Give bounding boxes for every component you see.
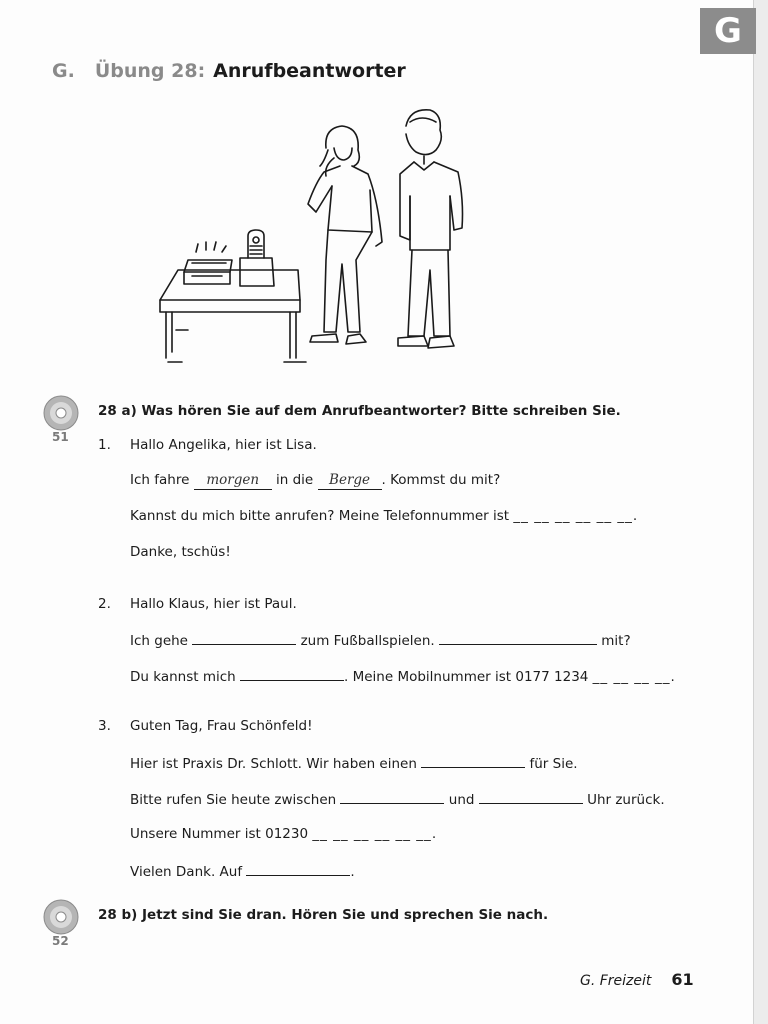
digit-blanks[interactable]: __ __ __ __ __ __ bbox=[513, 508, 633, 524]
item3-line3 bbox=[130, 789, 665, 809]
item-number: 3. bbox=[98, 718, 111, 734]
answer-blank[interactable] bbox=[479, 789, 583, 804]
text-fragment: Bitte rufen Sie heute zwischen bbox=[130, 792, 337, 808]
text-fragment: Unsere Nummer ist 01230 bbox=[130, 826, 309, 842]
chapter-tab: G bbox=[700, 8, 756, 54]
text-fragment: zum Fußballspielen. bbox=[300, 633, 435, 649]
item3-line2 bbox=[130, 753, 578, 773]
audio-cd-icon[interactable] bbox=[42, 898, 80, 936]
answer-blank[interactable] bbox=[246, 861, 350, 876]
text-fragment: Ich gehe bbox=[130, 633, 188, 649]
text-fragment: . bbox=[431, 826, 437, 842]
item2-line2 bbox=[130, 630, 631, 650]
audio-track-number: 52 bbox=[52, 934, 69, 948]
title-chapter: G. bbox=[52, 60, 75, 82]
title-name: Anrufbeantworter bbox=[213, 60, 406, 82]
text-fragment: . bbox=[350, 864, 355, 880]
title-exercise: Übung 28: bbox=[94, 60, 206, 82]
page-edge bbox=[753, 0, 768, 1024]
item1-line3 bbox=[130, 507, 637, 525]
telephone-drawing bbox=[240, 230, 274, 286]
part-b-heading: 28 b) Jetzt sind Sie dran. Hören Sie und sprechen Sie nach. bbox=[98, 907, 549, 923]
text-fragment: für Sie. bbox=[529, 756, 578, 772]
item2-line1: Hallo Klaus, hier ist Paul. bbox=[130, 596, 297, 612]
text-fragment: Kannst du mich bitte anrufen? Meine Telefonnummer ist bbox=[130, 508, 510, 524]
text-fragment: in die bbox=[276, 472, 314, 488]
answer-blank[interactable] bbox=[340, 789, 444, 804]
answer-blank[interactable] bbox=[421, 753, 525, 768]
item-number: 2. bbox=[98, 596, 111, 612]
item1-line1: Hallo Angelika, hier ist Lisa. bbox=[130, 437, 317, 453]
item3-line1: Guten Tag, Frau Schönfeld! bbox=[130, 718, 313, 734]
table-drawing bbox=[160, 270, 306, 362]
answer-blank[interactable] bbox=[439, 630, 597, 645]
part-a-heading: 28 a) Was hören Sie auf dem Anrufbeantworter? Bitte schreiben Sie. bbox=[98, 403, 621, 419]
text-fragment: Hier ist Praxis Dr. Schlott. Wir haben einen bbox=[130, 756, 417, 772]
answer-blank[interactable] bbox=[192, 630, 296, 645]
man-drawing bbox=[398, 110, 463, 348]
exercise-title bbox=[52, 60, 406, 82]
digit-blanks[interactable]: __ __ __ __ bbox=[592, 669, 671, 685]
item3-line4 bbox=[130, 825, 436, 843]
text-fragment: Du kannst mich bbox=[130, 669, 236, 685]
text-fragment: Vielen Dank. Auf bbox=[130, 864, 243, 880]
item1-line2 bbox=[130, 471, 500, 490]
text-fragment: . bbox=[632, 508, 638, 524]
text-fragment: Ich fahre bbox=[130, 472, 190, 488]
footer-section: G. Freizeit bbox=[580, 973, 652, 989]
filled-answer-field[interactable]: Berge bbox=[318, 471, 382, 490]
audio-track-number: 51 bbox=[52, 430, 69, 444]
text-fragment: . bbox=[670, 669, 675, 685]
filled-answer-field[interactable]: morgen bbox=[194, 471, 272, 490]
woman-drawing bbox=[308, 126, 382, 344]
page-footer bbox=[580, 970, 694, 989]
text-fragment: mit? bbox=[601, 633, 631, 649]
page-number: 61 bbox=[671, 970, 694, 989]
item3-line5 bbox=[130, 861, 355, 881]
item-number: 1. bbox=[98, 437, 111, 453]
answering-machine-drawing bbox=[184, 242, 232, 284]
text-fragment: Uhr zurück. bbox=[587, 792, 665, 808]
digit-blanks[interactable]: __ __ __ __ __ __ bbox=[312, 826, 432, 842]
item2-line3 bbox=[130, 666, 675, 686]
item1-line4: Danke, tschüs! bbox=[130, 544, 231, 560]
text-fragment: und bbox=[448, 792, 475, 808]
answering-machine-illustration bbox=[148, 100, 478, 368]
answer-blank[interactable] bbox=[240, 666, 344, 681]
audio-cd-icon[interactable] bbox=[42, 394, 80, 432]
text-fragment: . Kommst du mit? bbox=[381, 472, 501, 488]
text-fragment: . Meine Mobilnummer ist 0177 1234 bbox=[344, 669, 589, 685]
